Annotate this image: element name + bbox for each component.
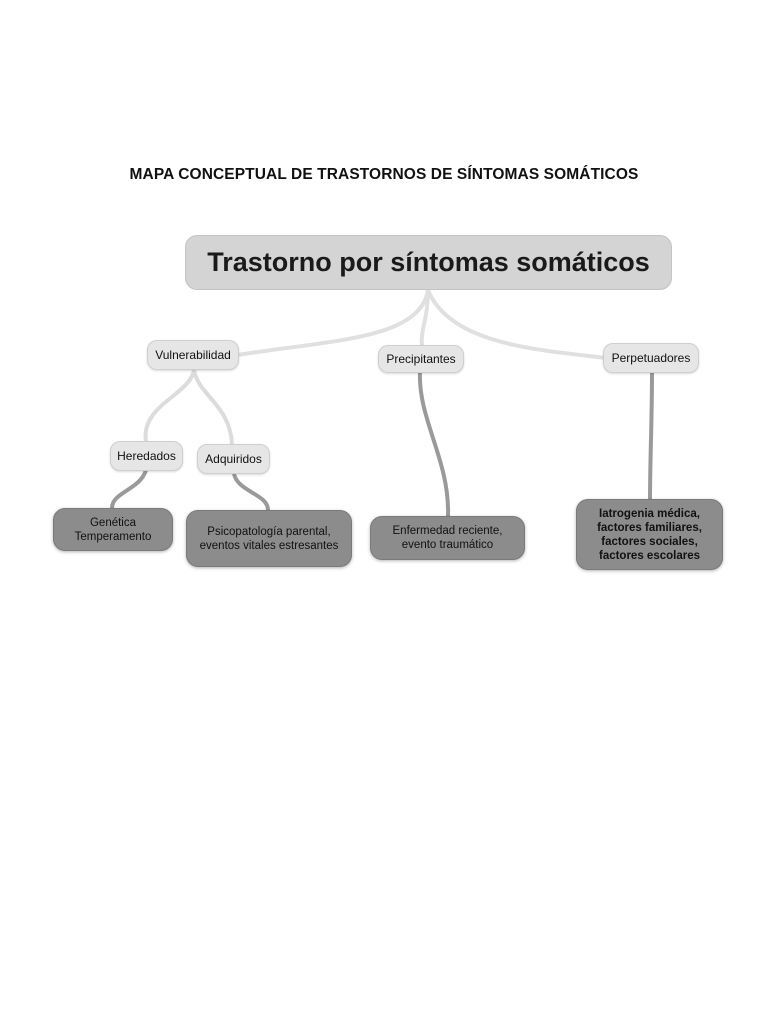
category-adquiridos (197, 444, 270, 474)
category-heredados (110, 441, 183, 471)
root-label: Trastorno por síntomas somáticos (207, 247, 650, 277)
category-heredados-label: Heredados (117, 449, 176, 463)
leaf-precipitantes (370, 516, 525, 560)
category-adquiridos-label: Adquiridos (205, 452, 262, 466)
category-precipitantes (378, 345, 464, 373)
category-perpetuadores (603, 343, 699, 373)
category-vulnerabilidad-label: Vulnerabilidad (155, 348, 231, 362)
link-vulnerabilidad-heredados (146, 370, 194, 442)
leaf-adquiridos (186, 510, 352, 567)
leaf-heredados-text: Genética Temperamento (74, 516, 152, 543)
link-adquiridos-leaf (234, 474, 268, 510)
leaf-precipitantes-text: Enfermedad reciente, evento traumático (392, 525, 503, 551)
page-title: MAPA CONCEPTUAL DE TRASTORNOS DE SÍNTOMAS SOMÁTICOS (129, 166, 639, 183)
link-perpetuadores-leaf (650, 372, 652, 500)
leaf-heredados (53, 508, 173, 551)
leaf-perpetuadores-text: Iatrogenia médica, factores familiares, factores sociales, factores escolares (597, 507, 702, 562)
category-vulnerabilidad (147, 340, 239, 370)
category-perpetuadores-label: Perpetuadores (611, 351, 691, 365)
root-node (185, 235, 672, 290)
leaf-perpetuadores (576, 499, 723, 570)
leaf-adquiridos-text: Psicopatología parental, eventos vitales estresantes (199, 525, 339, 552)
link-precipitantes-leaf (420, 372, 448, 517)
link-heredados-leaf (112, 470, 146, 508)
category-precipitantes-label: Precipitantes (386, 352, 456, 366)
link-vulnerabilidad-adquiridos (194, 370, 232, 444)
